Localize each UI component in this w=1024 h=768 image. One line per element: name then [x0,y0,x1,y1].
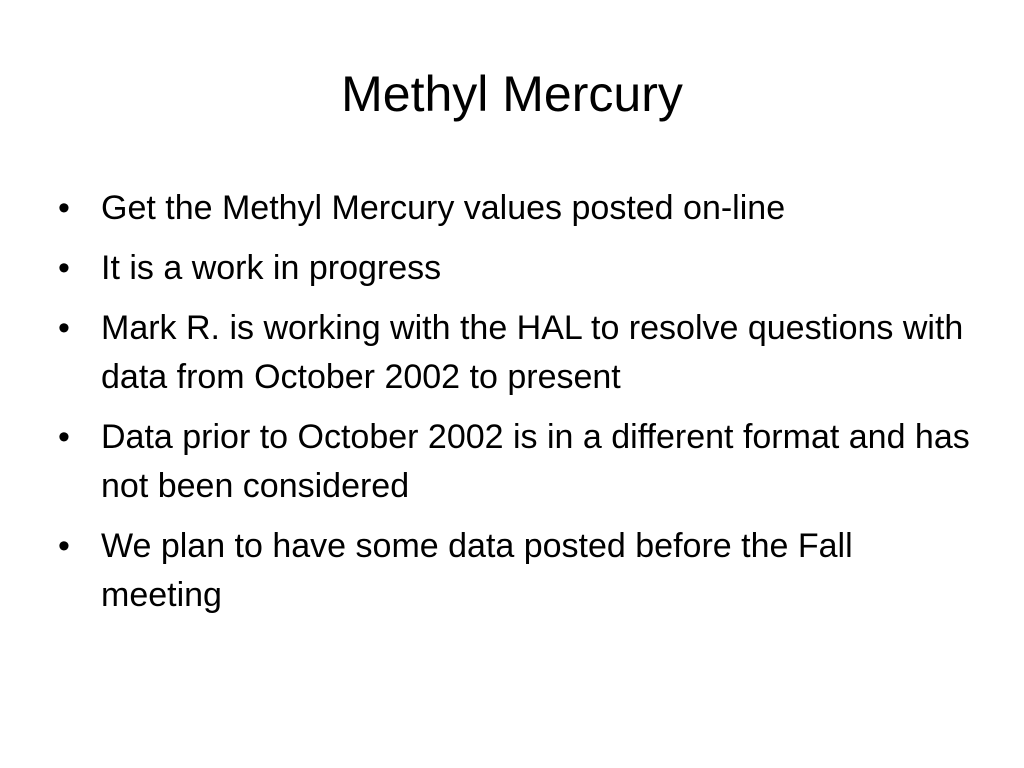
bullet-item [58,184,978,233]
bullet-dot-icon: • [58,418,70,456]
bullet-text: Mark R. is working with the HAL to resolve questions with data from October 2002 to present [101,309,964,396]
bullet-dot-icon: • [58,189,70,227]
bullet-text: We plan to have some data posted before the Fall meeting [101,527,853,614]
bullet-text: Get the Methyl Mercury values posted on-line [101,189,786,227]
bullet-dot-icon: • [58,309,70,347]
bullet-dot-icon: • [58,249,70,287]
bullet-list [58,184,978,631]
bullet-text: Data prior to October 2002 is in a different format and has not been considered [101,418,970,505]
bullet-item [58,522,978,620]
bullet-item [58,413,978,511]
bullet-item [58,304,978,402]
bullet-item [58,244,978,293]
bullet-dot-icon: • [58,527,70,565]
bullet-text: It is a work in progress [101,249,442,287]
slide-title: Methyl Mercury [341,66,683,122]
